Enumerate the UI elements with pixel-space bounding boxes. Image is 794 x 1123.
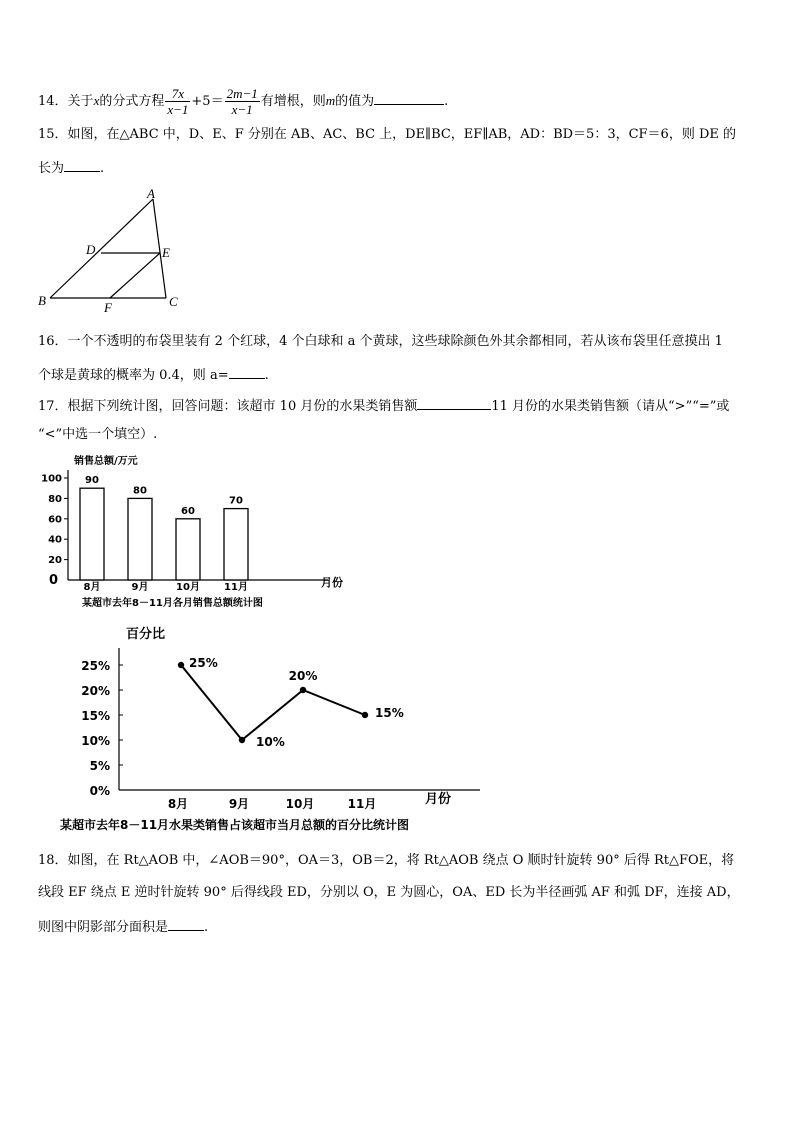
- line-y-tick-label: 10%: [81, 734, 110, 748]
- q14-text-2: 的分式方程: [99, 94, 165, 109]
- q15-answer-blank[interactable]: [64, 157, 100, 172]
- bar-chart-ylabel: 销售总额/万元: [74, 456, 138, 467]
- q17-line1-post: 11 月份的水果类销售额（请从“>”“=”或: [491, 399, 730, 414]
- bar-y-tick-label: 60: [48, 514, 62, 526]
- bar: [128, 498, 152, 580]
- q15-line2-text: 长为: [38, 161, 65, 176]
- q14-var-x: x: [93, 93, 100, 108]
- question-14: [38, 86, 448, 117]
- line-value-label: 10%: [256, 735, 285, 749]
- bar: [224, 509, 248, 580]
- line-y-tick-label: 20%: [81, 684, 110, 698]
- bar-value-label: 90: [85, 475, 99, 487]
- line-category-label: 11月: [347, 797, 377, 811]
- q17-answer-blank[interactable]: [417, 395, 491, 410]
- bar-y-tick-label: 40: [48, 534, 62, 546]
- q16-answer-blank[interactable]: [229, 364, 265, 379]
- label-d: D: [86, 242, 96, 257]
- line-value-label: 25%: [189, 656, 218, 670]
- bar-category-label: 11月: [224, 582, 248, 593]
- q16-end: .: [264, 368, 269, 383]
- question-15-line-2: [38, 157, 104, 178]
- bar: [176, 519, 200, 580]
- bar-y-tick-label: 20: [48, 555, 62, 567]
- line-y-tick-label: 0%: [89, 784, 110, 798]
- q14-text-4: 的值为: [335, 94, 375, 109]
- line-category-label: 9月: [228, 797, 250, 811]
- q14-frac2-numerator: 2m−1: [226, 86, 258, 101]
- bar-value-label: 80: [133, 485, 147, 497]
- label-a: A: [147, 186, 155, 201]
- line-point: [178, 662, 184, 668]
- line-y-tick-label: 15%: [81, 709, 110, 723]
- line-category-label: 8月: [167, 797, 189, 811]
- label-e: E: [162, 245, 170, 260]
- bar-category-label: 10月: [176, 582, 200, 593]
- bar-y-tick-label: 80: [48, 493, 62, 505]
- question-17-line-2: “<”中选一个填空）.: [38, 427, 158, 442]
- bar-y-tick-label: 0: [48, 573, 58, 588]
- bar-y-tick-label: 100: [41, 473, 62, 485]
- q14-plus: +5＝: [191, 94, 224, 109]
- q14-answer-blank[interactable]: [374, 90, 444, 105]
- bar-chart-xlabel: 月份: [321, 576, 343, 589]
- q17-line1-text: 17．根据下列统计图，回答问题：该超市 10 月份的水果类销售额: [38, 399, 418, 414]
- bar-value-label: 60: [181, 505, 195, 517]
- line-chart-xlabel: 月份: [425, 792, 452, 807]
- q14-var-m: m: [325, 93, 336, 108]
- question-16-line-2: [38, 364, 269, 385]
- line-y-tick-label: 25%: [81, 659, 110, 673]
- q15-end: .: [100, 161, 105, 176]
- line-chart-ylabel: 百分比: [126, 627, 166, 642]
- bar-value-label: 70: [229, 495, 243, 507]
- q14-frac1-numerator: 7x: [165, 86, 190, 102]
- q14-end: .: [444, 94, 449, 109]
- q14-fraction-1: [165, 86, 190, 117]
- side-ab: [50, 199, 153, 298]
- line-value-label: 20%: [288, 669, 318, 683]
- q18-line3-text: 则图中阴影部分面积是: [38, 920, 169, 935]
- question-18-line-2: 线段 EF 绕点 E 逆时针旋转 90° 后得线段 ED，分别以 O，E 为圆心，OA、ED 长为半径画弧 AF 和弧 DF，连接 AD，: [38, 885, 740, 900]
- line-chart: [60, 622, 520, 832]
- q14-text-3: 有增根，则: [260, 94, 326, 109]
- line-y-tick-label: 5%: [89, 759, 110, 773]
- bar-category-label: 9月: [131, 582, 149, 593]
- q18-answer-blank[interactable]: [168, 916, 204, 931]
- line-category-label: 10月: [285, 797, 315, 811]
- q14-frac1-denominator: x−1: [167, 102, 189, 117]
- q15-triangle-figure: [30, 185, 230, 315]
- bar: [80, 488, 104, 580]
- line-point: [239, 737, 245, 743]
- bar-category-label: 8月: [83, 582, 101, 593]
- label-f: F: [104, 300, 112, 315]
- question-15-line-1: 15．如图，在△ABC 中，D、E、F 分别在 AB、AC、BC 上，DE∥BC，EF∥AB，AD：BD＝5：3，CF＝6，则 DE 的: [38, 127, 737, 142]
- line-chart-title: 某超市去年8－11月水果类销售占该超市当月总额的百分比统计图: [60, 818, 410, 832]
- q14-fraction-2: [225, 86, 260, 117]
- line-series: [181, 665, 365, 740]
- label-b: B: [38, 293, 46, 308]
- q16-line2-text: 个球是黄球的概率为 0.4，则 a=: [38, 368, 229, 383]
- question-18-line-3: [38, 916, 208, 937]
- line-point: [362, 712, 368, 718]
- question-18-line-1: 18．如图，在 Rt△AOB 中，∠AOB＝90°，OA＝3，OB＝2，将 Rt△AOB 绕点 O 顺时针旋转 90° 后得 Rt△FOE，将: [38, 853, 735, 868]
- q14-text-1: 关于: [67, 94, 94, 109]
- bar-chart-title: 某超市去年8－11月各月销售总额统计图: [82, 598, 263, 609]
- line-value-label: 15%: [375, 706, 404, 720]
- q14-frac2-denominator: x−1: [231, 102, 253, 117]
- q14-number: 14．: [38, 94, 68, 109]
- segment-ef: [110, 253, 160, 298]
- question-17-line-1: [38, 395, 729, 416]
- question-16-line-1: 16．一个不透明的布袋里装有 2 个红球，4 个白球和 a 个黄球，这些球除颜色外其余都相同，若从该布袋里任意摸出 1: [38, 334, 723, 349]
- line-point: [300, 687, 306, 693]
- label-c: C: [169, 294, 178, 309]
- q18-end: .: [204, 920, 209, 935]
- bar-chart: [38, 448, 358, 618]
